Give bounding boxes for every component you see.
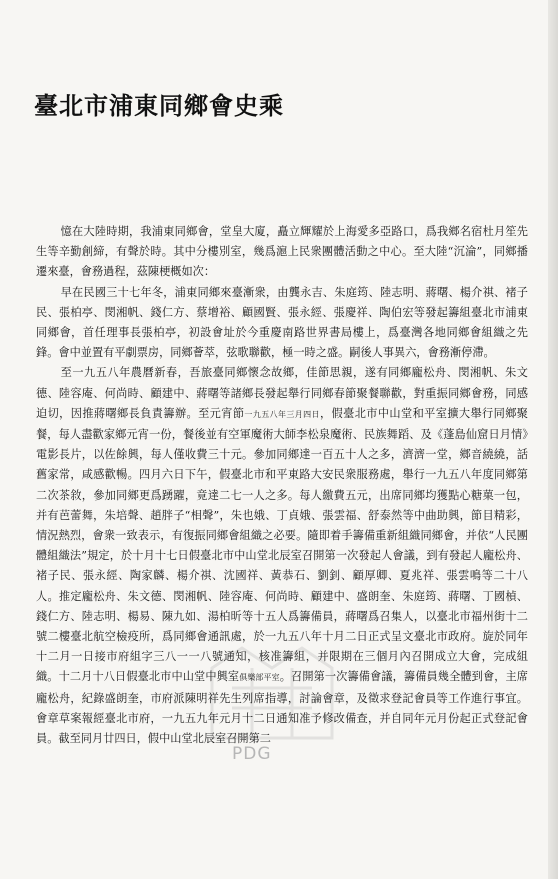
paragraph: 早在民國三十七年冬，浦東同鄉來臺漸衆，由龔永吉、朱庭筠、陸志明、蔣曙、楊介祺、褚子民、張柏亭、閔湘帆、錢仁方、蔡增裕、顧國賢、張永經、張慶祥、陶伯宏等發起籌組臺北市浦東同鄉會，首任理事長張柏亭，初設會址於今重慶南路世界書局樓上，爲臺灣各地同鄉會組織之先鋒。會中並置有平劇票房，同鄉薈萃，弦歌聯歡，極一時之盛。嗣後人事異六，會務漸停滯。 <box>36 285 528 360</box>
paragraph-text: 至一九五八年農曆新春，吾旅臺同鄉懷念故鄉，佳節思親，遂有同鄉龐松舟、閔湘帆、朱文德、陸容庵、何尚時、顧建中、蔣曙等諸鄉長發起舉行同鄉春節聚餐聯歡，對重振同鄉會務，同感迫切，因推蔣曙鄉長負責籌辦。至元宵節 <box>36 366 528 420</box>
date-note: 一九五八年三月四日 <box>244 409 320 419</box>
paragraph: 憶在大陸時期，我浦東同鄉會，堂皇大廈，矗立輝耀於上海愛多亞路口，爲我鄉名宿杜月笙先生等辛勤創締，有聲於時。其中分樓別室，幾爲滬上民衆團體活動之中心。至大陸“沉淪”，同鄉播遷來臺，會務過程，茲陳梗概如次： <box>36 225 528 279</box>
paragraph <box>36 363 528 749</box>
room-note: 俱樂部平室 <box>239 673 280 683</box>
watermark-text: PDG <box>232 744 272 764</box>
paragraph-text: 。召開第一次籌備會議，籌備員幾全體到會，主席龐松舟，紀錄盛朗奎，市府派陳明祥先生列席指導，討論會章，及徵求登記會員等工作進行事宜。會章草案報經臺北市府，一九五九年元月十二日通知准予修改備查，并自同年元月份起正式登記會員。截至同月廿四日，假中山堂北辰室召開第二 <box>36 670 528 746</box>
body-text <box>36 222 528 749</box>
paragraph-text: ，假臺北市中山堂和平室擴大舉行同鄉聚餐，每人盡歡家鄉元宵一份，餐後並有空軍魔術大師李松泉魔術、民族舞蹈、及《蓬島仙窟日月情》電影長片，以佐餘興，每人僅收費三十元。參加同鄉達一百五十人之多，濟濟一堂，鄉音繞繞，話舊家常，咸感歡暢。四月六日下午，假臺北市和平東路大安民衆服務處，舉行一九五八年度同鄉第二次茶敘，參加同鄉更爲踴躍，竟達二七一人之多。每人繳費五元，出席同鄉均獲點心糖菓一包，并有芭蕾舞，朱培聲、趙胖子“相聲”，朱也娥、丁貞娥、張雲福、舒泰然等中曲助興，節目精彩，情況熱烈，會衆一致表示，有復振同鄉會組織之必要。隨即着手籌備重新組織同鄉會，并依“人民團體組織法”規定，於十月十七日假臺北市中山堂北辰室召開第一次發起人會議，到有發起人龐松舟、褚子民、張永經、陶家麟、楊介祺、沈國祥、黃恭石、劉釗、顧厚卿、夏兆祥、張雲鳴等二十八人。推定龐松舟、朱文德、閔湘帆、陸容庵、何尚時、顧建中、盛朗奎、朱庭筠、蔣曙、丁國楨、錢仁方、陸志明、楊易、陳九如、湯柏昕等十五人爲籌備員，蔣曙爲召集人，以臺北市福州街十二號二樓臺北航空檢疫所，爲同鄉會通訊處，於一九五八年十月二日正式呈文臺北市政府。旋於同年十二月一日接市府組字三八一一八號通知，核准籌組，并限期在三個月內召開成立大會，完成組織。十二月十八日假臺北市中山堂中興室 <box>36 406 528 684</box>
page-title: 臺北市浦東同鄉會史乘 <box>34 91 284 120</box>
page-edge <box>548 0 558 879</box>
